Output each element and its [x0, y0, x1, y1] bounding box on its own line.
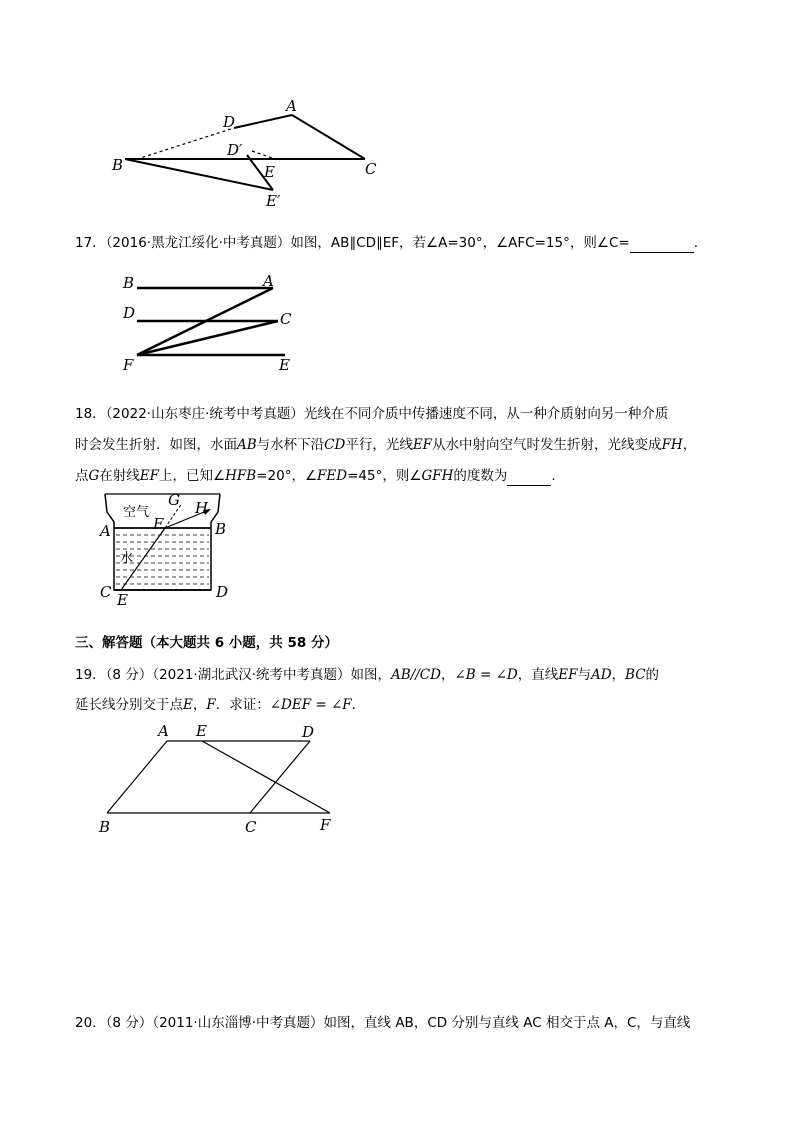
figure-q19 — [95, 720, 355, 840]
q18-math-hfb: HFB — [225, 468, 257, 484]
label-f: F — [320, 816, 331, 834]
label-d: D — [302, 723, 315, 741]
q20-source: （2011·山东淄博·中考真题） — [152, 1015, 324, 1031]
q19-math-e: E — [183, 697, 193, 713]
q18-line1: 光线在不同介质中传播速度不同，从一种介质射向另一种介质 — [303, 406, 669, 422]
q19-text: ．求证： — [215, 697, 270, 713]
label-a: A — [263, 272, 274, 290]
question-19-line2 — [75, 696, 715, 714]
q18-end: . — [551, 468, 556, 484]
question-17 — [75, 234, 715, 253]
q19-math-ad: AD — [590, 667, 612, 683]
label-a: A — [158, 722, 169, 740]
q18-answer-blank — [507, 467, 551, 486]
label-g: G — [168, 491, 180, 509]
q18-math-fh: FH — [661, 437, 683, 453]
question-18-line2 — [75, 436, 715, 454]
q18-text: 在射线 — [99, 468, 140, 484]
question-18-line3 — [75, 467, 715, 486]
q17-answer-blank — [630, 234, 694, 253]
label-b: B — [123, 274, 135, 292]
q17-text: 如图，AB∥CD∥EF，若∠A=30°，∠AFC=15°，则∠C= — [290, 235, 630, 251]
label-f: F — [153, 515, 164, 533]
q17-number: 17． — [75, 235, 106, 251]
label-water: 水 — [120, 551, 134, 566]
q19-math-ef: EF — [558, 667, 578, 683]
q18-text: 时会发生折射．如图，水面 — [75, 437, 237, 453]
q19-text: 的 — [645, 667, 660, 683]
q18-source: （2022·山东枣庄·统考中考真题） — [105, 406, 304, 422]
q19-source: （2021·湖北武汉·统考中考真题） — [152, 667, 351, 683]
q18-math-ef: EF — [412, 437, 433, 453]
label-e: E — [196, 722, 207, 740]
label-e: E — [117, 591, 128, 609]
q18-math-ef: EF — [139, 468, 160, 484]
q18-text: 与水杯下沿 — [256, 437, 325, 453]
label-d: D — [123, 304, 136, 322]
q18-math-g: G — [88, 468, 100, 484]
q18-text: =20°，∠ — [256, 468, 318, 484]
q19-math-equation: ∠DEF = ∠F — [269, 697, 352, 713]
q19-math-ab-cd: AB//CD — [391, 667, 441, 683]
line-fc — [137, 321, 278, 355]
q20-text: 如图，直线 AB，CD 分别与直线 AC 相交于点 A，C，与直线 — [323, 1015, 691, 1031]
q19-text: 如图， — [350, 667, 392, 683]
section-3-title: 三、解答题 — [75, 635, 143, 651]
line-da — [234, 115, 292, 128]
q18-text: 平行，光线 — [345, 437, 413, 453]
q19-text: ， — [440, 667, 455, 683]
q19-text: ， — [192, 697, 207, 713]
label-d: D — [223, 113, 236, 131]
line-ac — [292, 115, 365, 159]
figure-q17 — [115, 268, 315, 378]
q19-text: ，直线 — [517, 667, 559, 683]
question-19-line1 — [75, 666, 715, 684]
label-a: A — [286, 97, 297, 115]
q19-score: （8 分） — [105, 667, 153, 683]
q20-score: （8 分） — [105, 1015, 153, 1031]
q19-text: 与 — [577, 667, 591, 683]
figure-q17-svg — [115, 268, 315, 378]
question-20 — [75, 1014, 715, 1032]
label-c: C — [280, 310, 292, 328]
q18-math-gfh: GFH — [421, 468, 454, 484]
figure-q19-svg — [95, 720, 355, 840]
question-18-line1 — [75, 405, 715, 423]
q20-number: 20． — [75, 1015, 106, 1031]
label-c: C — [365, 160, 377, 178]
label-c: C — [100, 583, 112, 601]
label-e: E — [279, 356, 290, 374]
section-3-note: （本大题共 6 小题，共 58 分） — [142, 635, 338, 651]
q18-text: 上，已知∠ — [159, 468, 226, 484]
q18-text: 从水中射向空气时发生折射，光线变成 — [432, 437, 662, 453]
label-d-prime: D′ — [227, 141, 243, 159]
q18-math-fed: FED — [317, 468, 348, 484]
label-b: B — [112, 156, 124, 174]
line-bd-dashed — [131, 128, 234, 161]
q18-math-cd: CD — [324, 437, 346, 453]
q18-text: ， — [682, 437, 697, 453]
label-e: E — [264, 163, 275, 181]
q17-source: （2016·黑龙江绥化·中考真题） — [105, 235, 291, 251]
q19-math-f: F — [206, 697, 216, 713]
q19-text: ， — [611, 667, 626, 683]
line-ab — [107, 741, 167, 813]
q19-text: ． — [351, 697, 366, 713]
line-d2e-dashed — [252, 151, 275, 159]
q19-math-bc: BC — [625, 667, 646, 683]
label-b: B — [99, 818, 111, 836]
line-ef — [202, 741, 330, 813]
figure-q18 — [95, 490, 245, 610]
q18-text: =45°，则∠ — [347, 468, 422, 484]
q18-text: 点 — [75, 468, 89, 484]
section-3-header — [75, 634, 715, 652]
q19-math-angle: ∠B = ∠D — [454, 667, 518, 683]
figure-q16 — [100, 95, 400, 215]
label-f: F — [123, 356, 134, 374]
figure-q18-svg — [95, 490, 245, 610]
q18-math-ab: AB — [237, 437, 257, 453]
line-dc — [250, 741, 310, 813]
q19-number: 19． — [75, 667, 106, 683]
figure-q16-svg — [100, 95, 400, 215]
label-e-prime: E′ — [266, 192, 281, 210]
q19-text: 延长线分别交于点 — [75, 697, 183, 713]
label-b: B — [215, 520, 227, 538]
label-d: D — [216, 583, 229, 601]
label-a: A — [100, 522, 111, 540]
label-air: 空气 — [123, 505, 150, 520]
q18-text: 的度数为 — [453, 468, 508, 484]
label-c: C — [245, 818, 257, 836]
label-h: H — [195, 499, 209, 517]
line-be2 — [125, 159, 273, 190]
q17-end: . — [693, 235, 698, 251]
q18-number: 18． — [75, 406, 106, 422]
